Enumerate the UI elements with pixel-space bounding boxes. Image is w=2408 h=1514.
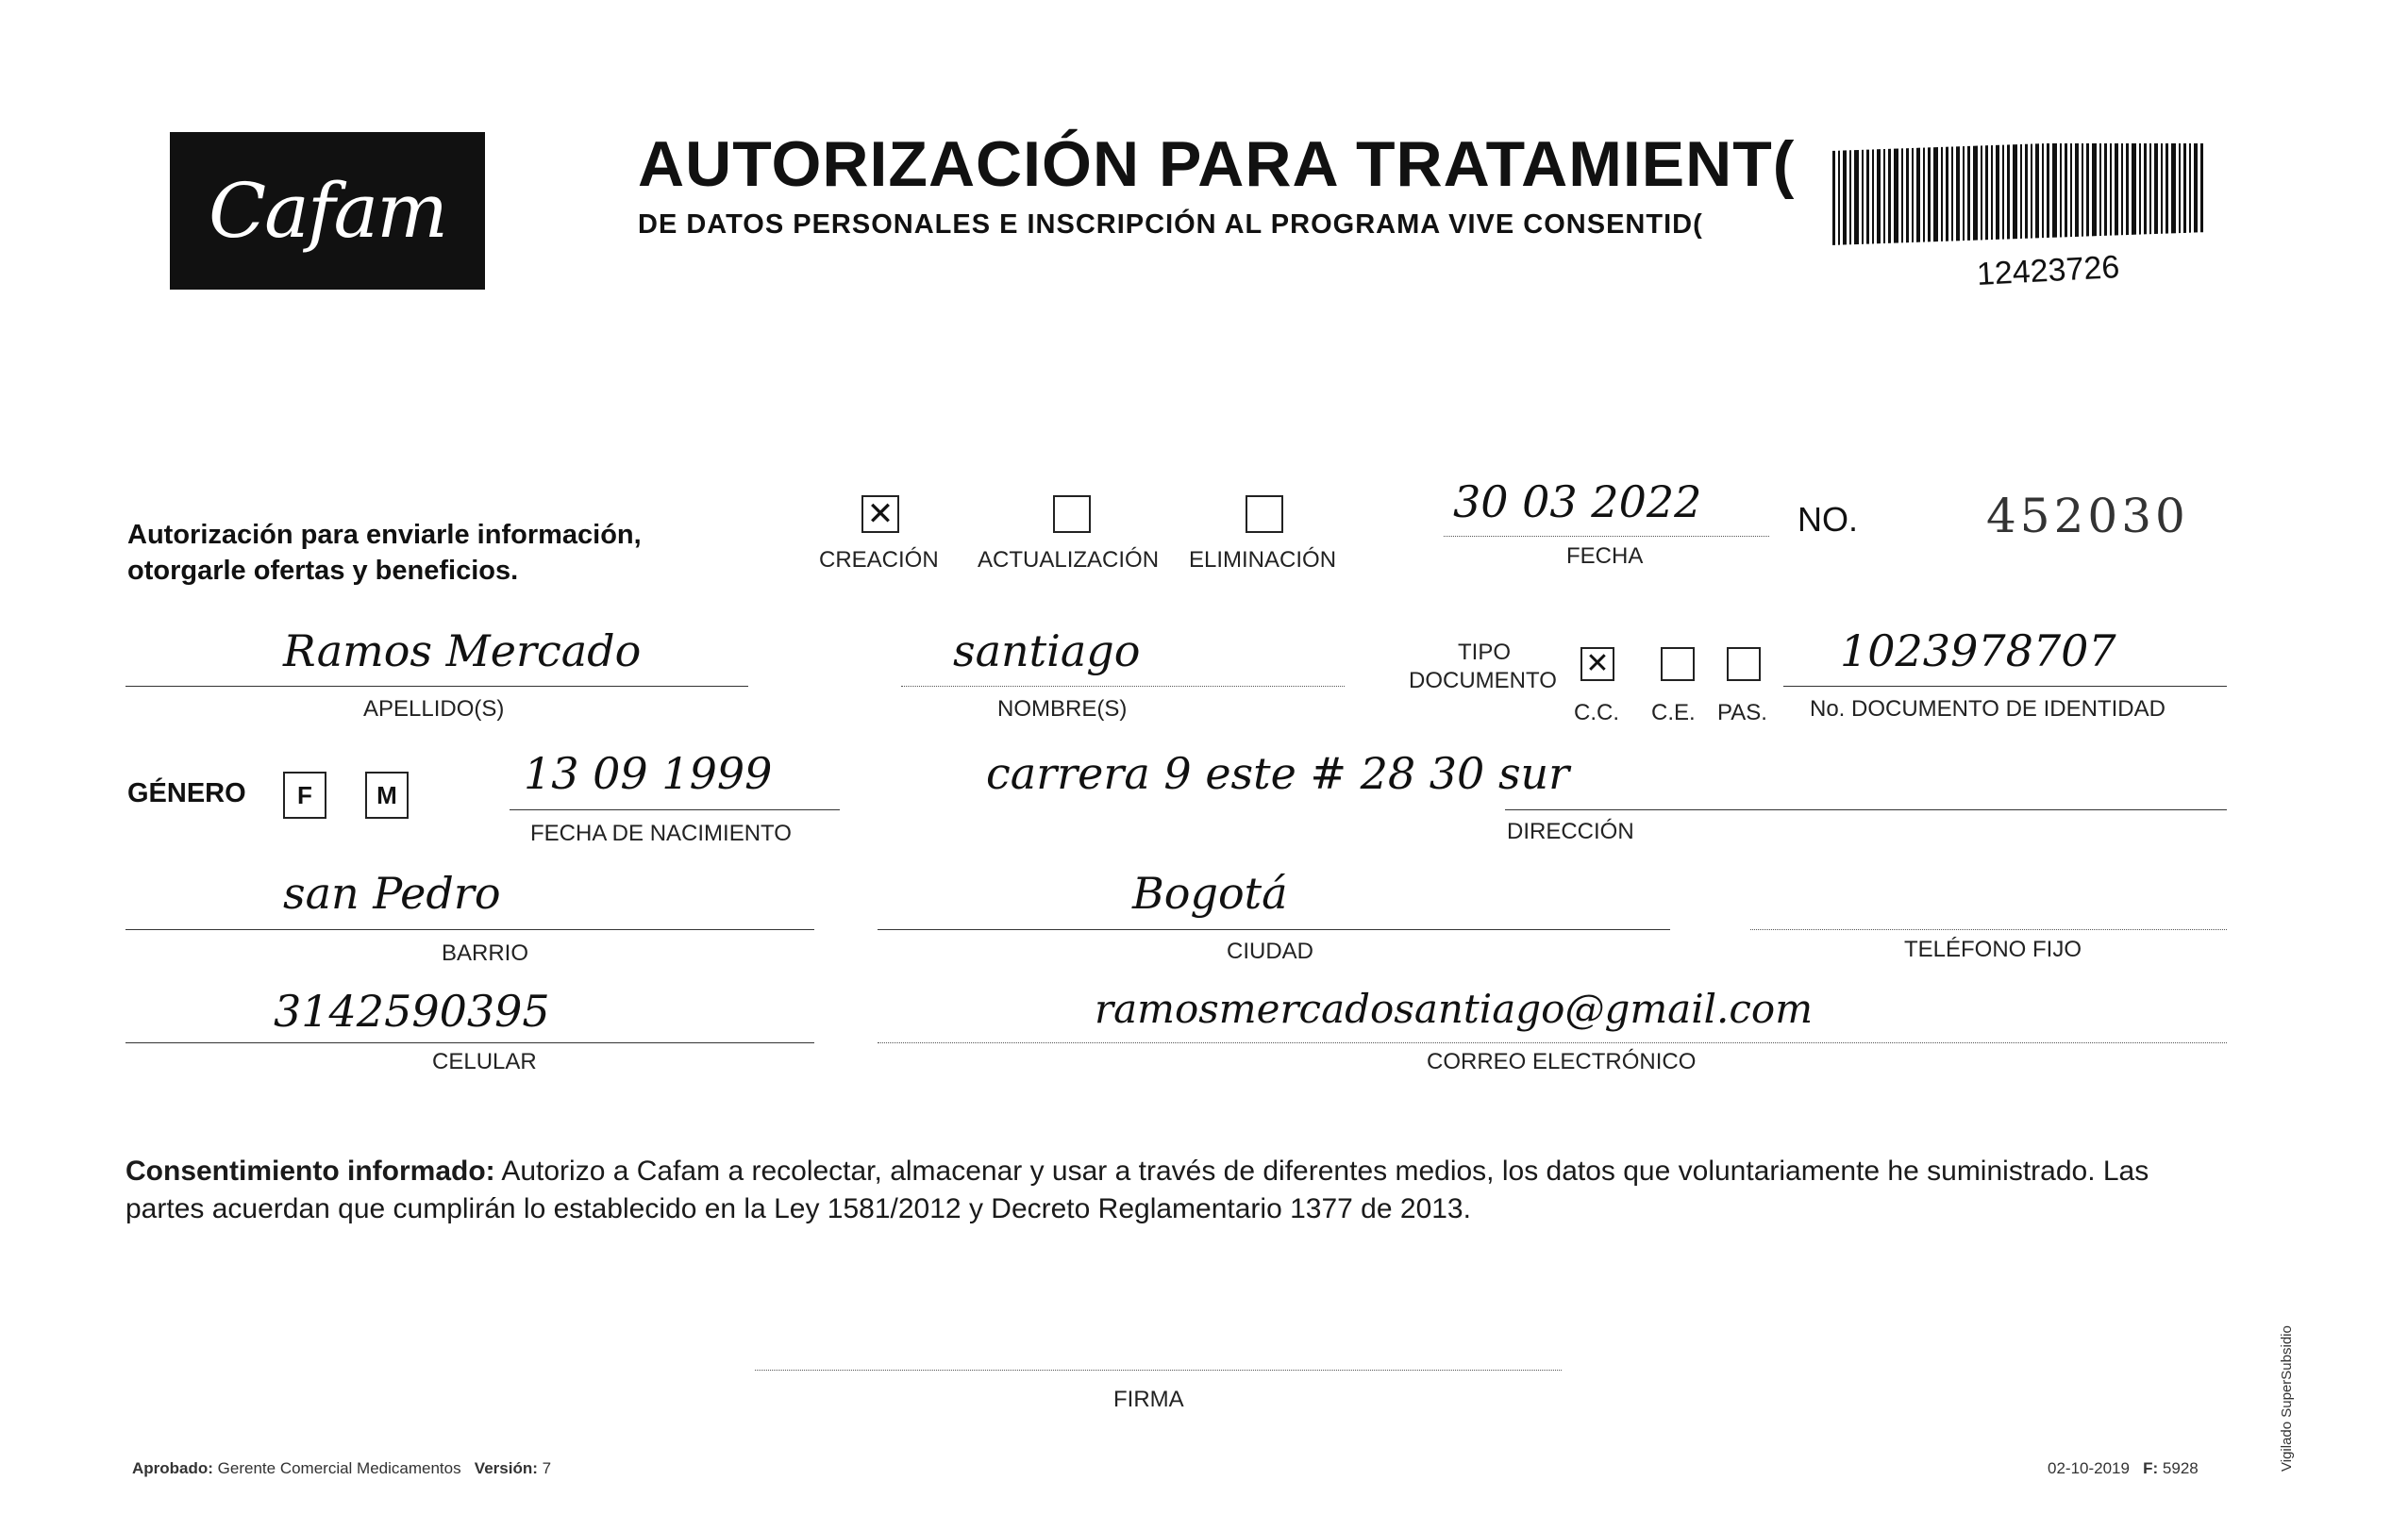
direccion-line: [1505, 809, 2227, 810]
f-value: 5928: [2162, 1459, 2199, 1477]
creacion-label: CREACIÓN: [819, 547, 939, 573]
fecha-nacimiento-label: FECHA DE NACIMIENTO: [530, 821, 792, 846]
creacion-checkbox[interactable]: ✕: [861, 495, 899, 533]
fecha-line: [1444, 536, 1769, 537]
barcode-image: [1831, 143, 2208, 252]
footer-date-code: [2048, 1459, 2199, 1478]
telefono-label: TELÉFONO FIJO: [1904, 937, 2082, 962]
apellidos-line: [125, 686, 748, 687]
telefono-line[interactable]: [1750, 929, 2227, 930]
authorization-label-line2: otorgarle ofertas y beneficios.: [127, 556, 519, 586]
ce-checkbox[interactable]: [1661, 647, 1695, 681]
doc-number-line: [1783, 686, 2227, 687]
authorization-label-line1: Autorización para enviarle información,: [127, 520, 642, 550]
pas-label: PAS.: [1717, 700, 1767, 725]
genero-f-box[interactable]: [283, 772, 326, 819]
genero-m-box[interactable]: [365, 772, 409, 819]
barrio-value[interactable]: san Pedro: [283, 868, 501, 919]
no-value: 452030: [1986, 489, 2189, 543]
version-value: 7: [542, 1459, 552, 1477]
tipo-documento-label-2: DOCUMENTO: [1409, 668, 1557, 693]
correo-value[interactable]: ramosmercadosantiago@gmail.com: [1095, 986, 1814, 1032]
genero-m-label: M: [376, 781, 397, 809]
authorization-label: [127, 517, 642, 589]
genero-label: GÉNERO: [127, 778, 246, 808]
consent-text: Autorizo a Cafam a recolectar, almacenar y usar a través de diferentes medios, los datos que voluntariamente he suministrado. Las partes acuerdan que cumplirán lo establecido en la Ley 1581/2012 y Decreto Reglamentario 1377 de 2013.: [125, 1156, 2149, 1224]
correo-line: [878, 1042, 2227, 1043]
direccion-value[interactable]: carrera 9 este # 28 30 sur: [986, 748, 1570, 799]
nombre-value[interactable]: santiago: [953, 625, 1141, 676]
apellidos-value[interactable]: Ramos Mercado: [283, 625, 642, 676]
fecha-nacimiento-line: [510, 809, 840, 810]
form-subtitle: DE DATOS PERSONALES E INSCRIPCIÓN AL PROGRAMA VIVE CONSENTID(: [638, 209, 1703, 240]
form-title: AUTORIZACIÓN PARA TRATAMIENT(: [638, 128, 1796, 200]
ciudad-label: CIUDAD: [1227, 939, 1314, 964]
actualizacion-label: ACTUALIZACIÓN: [978, 547, 1160, 573]
logo-text: Cafam: [208, 167, 447, 255]
eliminacion-checkbox[interactable]: [1246, 495, 1283, 533]
fecha-label: FECHA: [1566, 543, 1644, 569]
celular-value[interactable]: 3142590395: [274, 986, 550, 1037]
apellidos-label: APELLIDO(S): [363, 696, 505, 722]
footer-date: 02-10-2019: [2048, 1459, 2130, 1477]
correo-label: CORREO ELECTRÓNICO: [1427, 1049, 1697, 1074]
cafam-logo: [170, 132, 485, 290]
ciudad-value[interactable]: Bogotá: [1132, 868, 1288, 919]
cc-label: C.C.: [1574, 700, 1619, 725]
f-label: F:: [2143, 1459, 2159, 1477]
side-vigilado-text: Vigilado SuperSubsidio: [2279, 1325, 2295, 1472]
fecha-value[interactable]: 30 03 2022: [1453, 476, 1702, 527]
aprobado-label: Aprobado:: [132, 1459, 213, 1477]
consent-paragraph: [125, 1153, 2225, 1228]
nombre-line: [901, 686, 1345, 687]
barcode-number: 12423726: [1976, 249, 2121, 292]
genero-f-label: F: [297, 781, 312, 809]
barrio-line: [125, 929, 814, 930]
nombre-label: NOMBRE(S): [997, 696, 1128, 722]
ciudad-line: [878, 929, 1670, 930]
ce-label: C.E.: [1651, 700, 1696, 725]
direccion-label: DIRECCIÓN: [1507, 819, 1634, 844]
actualizacion-checkbox[interactable]: [1053, 495, 1091, 533]
doc-number-value[interactable]: 1023978707: [1840, 625, 2116, 676]
pas-checkbox[interactable]: [1727, 647, 1761, 681]
celular-label: CELULAR: [432, 1049, 537, 1074]
version-label: Versión:: [474, 1459, 538, 1477]
doc-number-label: No. DOCUMENTO DE IDENTIDAD: [1810, 696, 2166, 722]
fecha-nacimiento-value[interactable]: 13 09 1999: [524, 748, 773, 799]
tipo-documento-label-1: TIPO: [1458, 640, 1512, 665]
no-label: NO.: [1798, 500, 1859, 539]
firma-label: FIRMA: [1113, 1387, 1184, 1412]
firma-line[interactable]: [755, 1370, 1562, 1371]
consent-bold: Consentimiento informado:: [125, 1156, 495, 1187]
aprobado-value: Gerente Comercial Medicamentos: [217, 1459, 461, 1477]
celular-line: [125, 1042, 814, 1043]
footer-aprobado: [132, 1459, 551, 1478]
eliminacion-label: ELIMINACIÓN: [1189, 547, 1337, 573]
barrio-label: BARRIO: [442, 940, 529, 966]
cc-checkbox[interactable]: ✕: [1580, 647, 1614, 681]
